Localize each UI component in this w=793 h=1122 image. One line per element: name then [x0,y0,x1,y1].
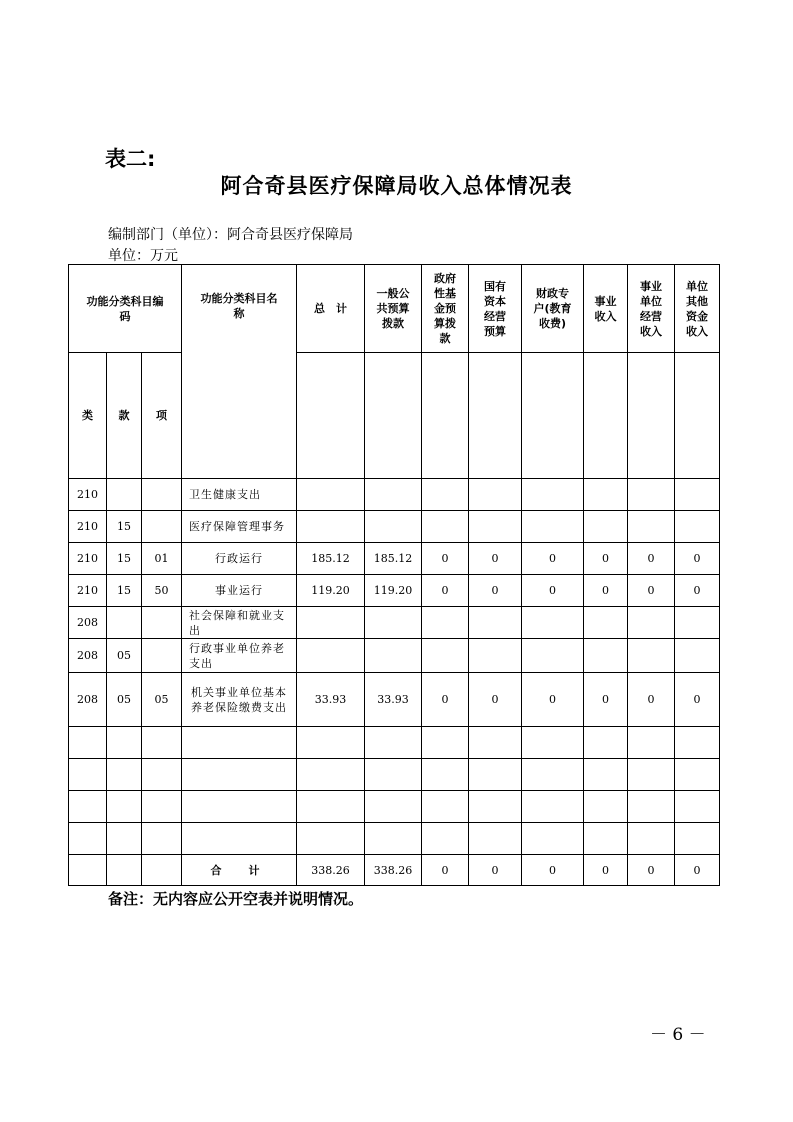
unit-line: 单位：万元 [108,248,178,264]
document-title: 阿合奇县医疗保障局收入总体情况表 [220,174,573,198]
subheader-xiang: 项 [142,353,182,479]
row-name: 行政运行 [182,543,297,575]
header-func-name: 功能分类科目名 称 [182,265,297,479]
footnote: 备注：无内容应公开空表并说明情况。 [108,890,364,908]
organization-line: 编制部门（单位）：阿合奇县医疗保障局 [108,227,353,243]
header-business-income: 事业 收入 [584,265,628,353]
table-row: 210 卫生健康支出 [69,479,720,511]
income-summary-table [68,264,720,886]
header-other-income: 单位 其他 资金 收入 [675,265,720,353]
table-row: 210 15 50 事业运行 119.20 119.20 0 0 0 0 0 0 [69,575,720,607]
header-func-code: 功能分类科目编 码 [69,265,182,353]
row-name: 医疗保障管理事务 [182,511,297,543]
subheader-kuan: 款 [107,353,142,479]
header-total: 总 计 [297,265,365,353]
header-gov-fund: 政府 性基 金预 算拨 款 [422,265,469,353]
table-row: 208 05 05 机关事业单位基本养老保险缴费支出 33.93 33.93 0 0 0 0 0 0 [69,673,720,727]
total-row: 合 计 338.26 338.26 0 0 0 0 0 0 [69,855,720,886]
header-general-budget: 一般公 共预算 拨款 [365,265,422,353]
header-operating-income: 事业 单位 经营 收入 [628,265,675,353]
header-fiscal-special: 财政专 户(教育 收费) [522,265,584,353]
table-row: 210 15 医疗保障管理事务 [69,511,720,543]
row-name: 行政事业单位养老支出 [182,639,297,673]
row-name: 机关事业单位基本养老保险缴费支出 [182,673,297,727]
empty-row [69,791,720,823]
page-number: － 6 － [650,1025,706,1045]
header-row [69,265,720,353]
row-name: 事业运行 [182,575,297,607]
row-name: 卫生健康支出 [182,479,297,511]
table-label: 表二: [105,147,156,171]
table-row: 210 15 01 行政运行 185.12 185.12 0 0 0 0 0 0 [69,543,720,575]
row-name: 社会保障和就业支出 [182,607,297,639]
subheader-lei: 类 [69,353,107,479]
empty-row [69,823,720,855]
table-row: 208 05 行政事业单位养老支出 [69,639,720,673]
empty-row [69,727,720,759]
total-value: 338.26 [297,855,365,886]
table-row: 208 社会保障和就业支出 [69,607,720,639]
total-label: 合 计 [182,855,297,886]
empty-row [69,759,720,791]
subheader-row [69,353,720,479]
header-state-capital: 国有 资本 经营 预算 [469,265,522,353]
